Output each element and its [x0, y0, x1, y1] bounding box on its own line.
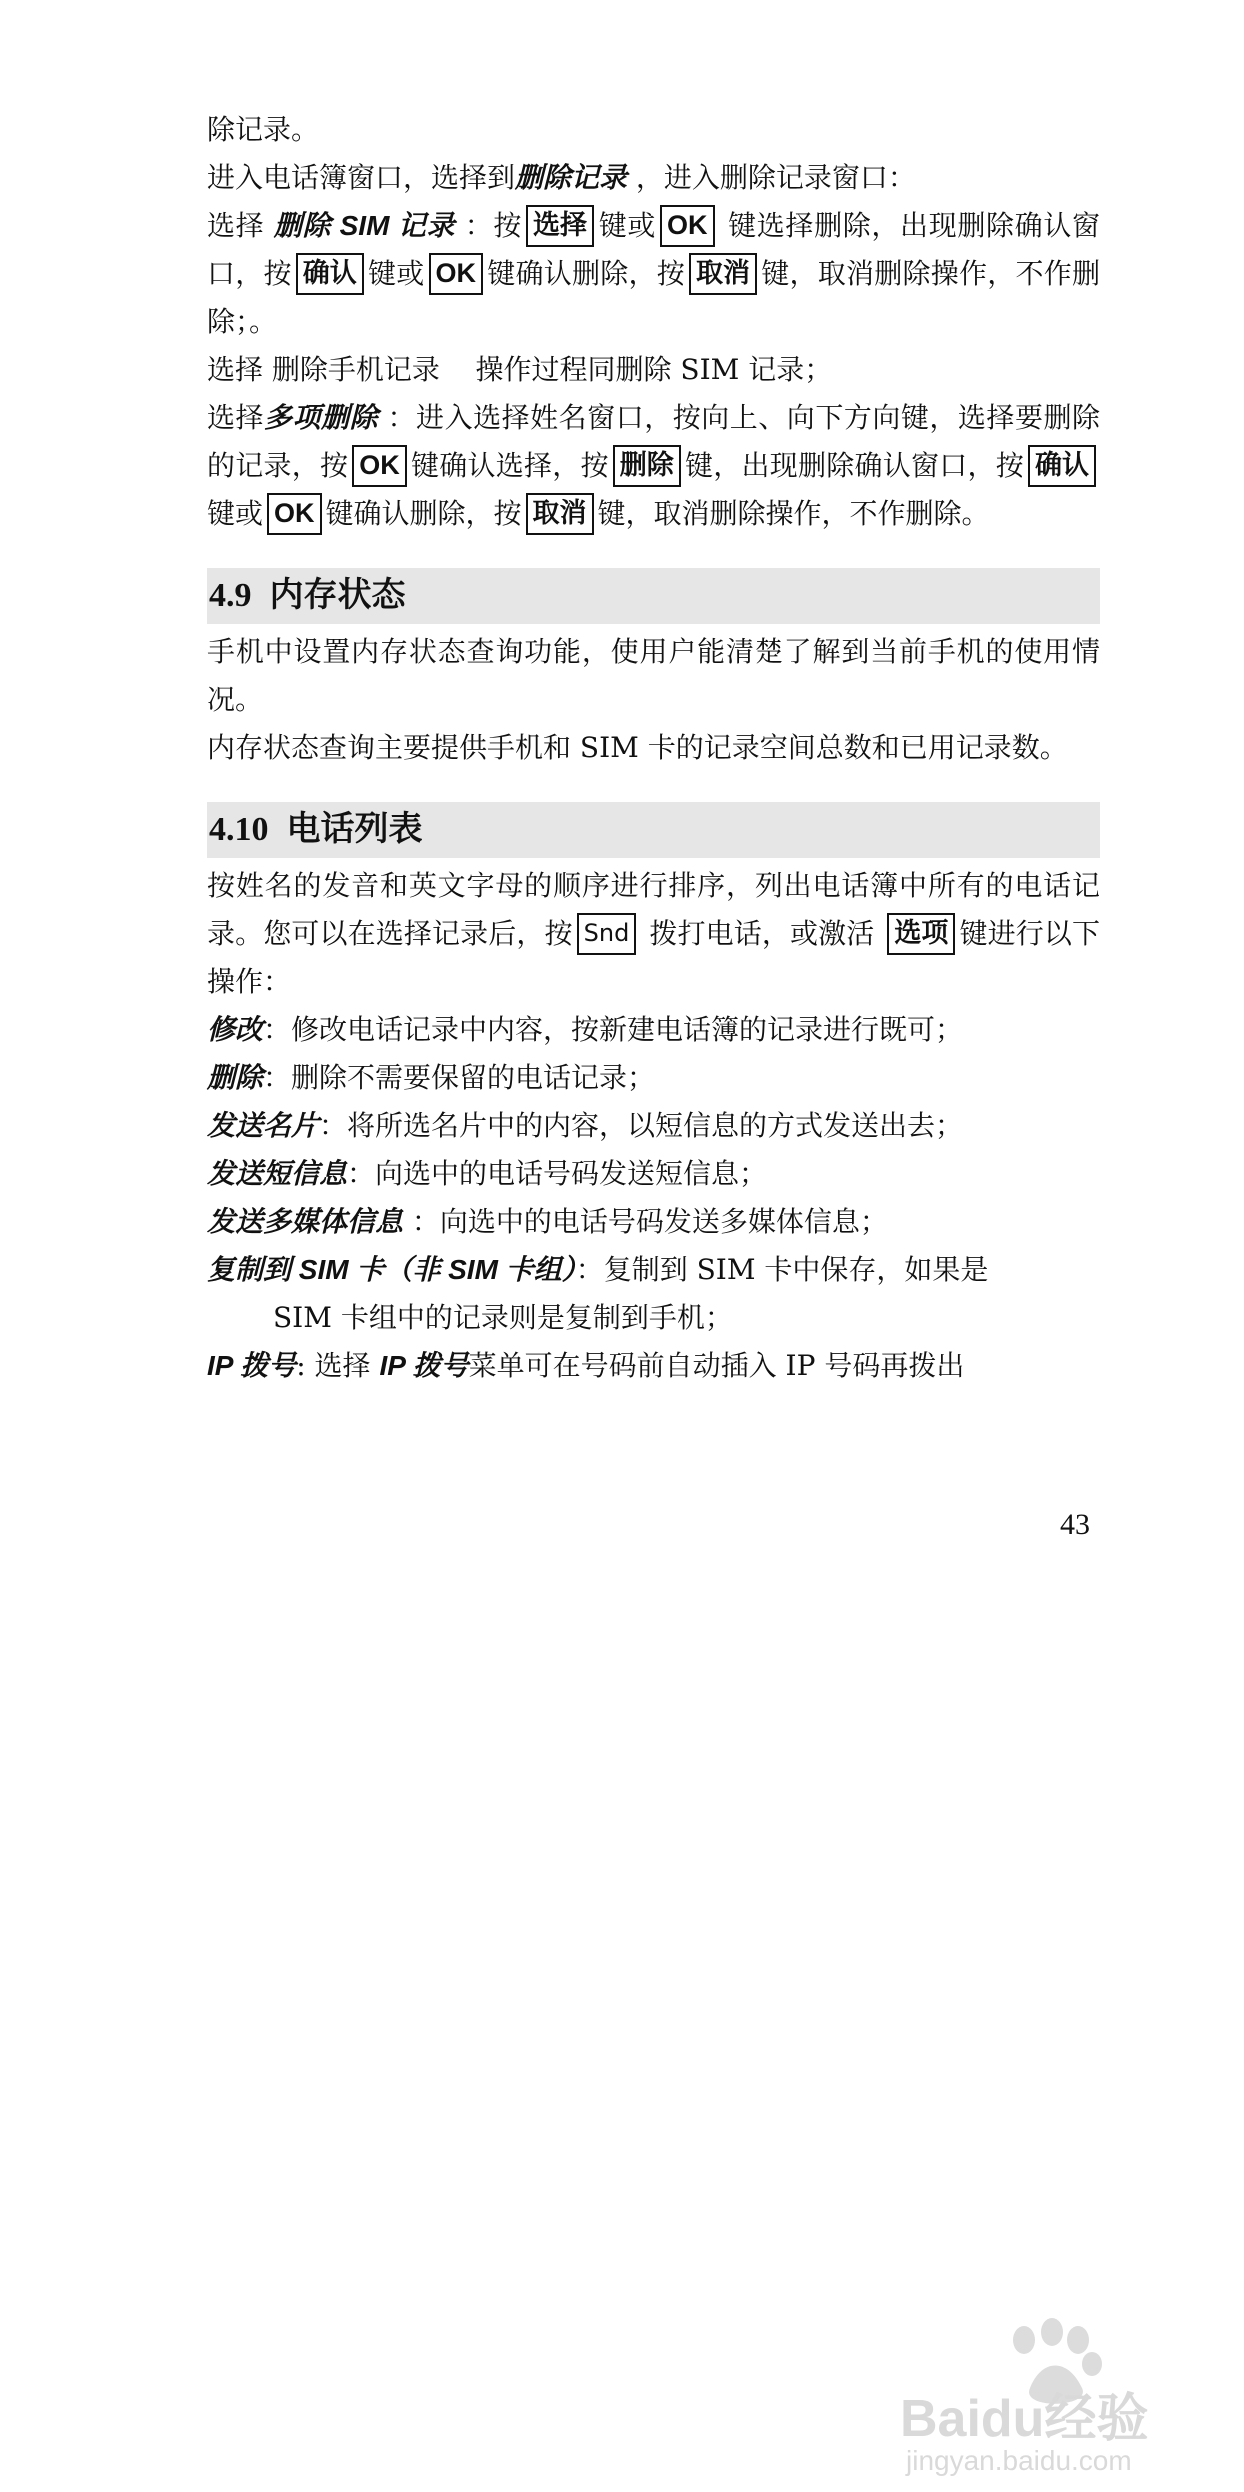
text: 选择 — [207, 209, 274, 242]
key-cancel: 取消 — [689, 253, 757, 295]
key-ok: OK — [660, 205, 715, 247]
text: 键进行以下操作： — [207, 917, 1100, 998]
paragraph-memory-status-2 — [207, 724, 1100, 772]
item-text: ：向选中的电话号码发送短信息； — [347, 1157, 768, 1190]
key-ok: OK — [267, 493, 322, 535]
text: ：按 — [455, 209, 523, 242]
item-text: ：向选中的电话号码发送多媒体信息； — [403, 1205, 888, 1238]
key-ok: OK — [429, 253, 484, 295]
term-delete-sim-record: 删除 SIM 记录 — [273, 210, 456, 241]
item-text: : 选择 — [296, 1349, 380, 1382]
section-title: 电话列表 — [286, 811, 423, 848]
section-heading-4-9 — [207, 568, 1100, 624]
section-number: 4.10 — [209, 811, 269, 848]
section-number: 4.9 — [209, 577, 252, 614]
text: 键或 — [367, 257, 425, 290]
watermark-url: jingyan.baidu.com — [906, 2445, 1132, 2476]
text: 键或 — [598, 209, 657, 242]
key-confirm: 确认 — [296, 253, 364, 295]
list-item-ip-dial — [207, 1342, 1100, 1390]
text: 键，出现删除确认窗口，按 — [684, 449, 1024, 482]
document-body — [207, 106, 1100, 1390]
list-item-delete — [207, 1054, 1100, 1102]
list-item-send-sms — [207, 1150, 1100, 1198]
paragraph-delete-sim — [207, 202, 1100, 346]
text: 内存状态查询主要提供手机和 SIM 卡的记录空间总数和已用记录数。 — [207, 731, 1068, 764]
item-text: ：删除不需要保留的电话记录； — [263, 1061, 656, 1094]
text: 拨打电话，或激活 — [640, 917, 884, 950]
item-label: 删除 — [207, 1062, 264, 1093]
text: ，进入删除记录窗口： — [627, 161, 916, 194]
page-number: 43 — [1060, 1508, 1090, 1541]
key-options: 选项 — [887, 913, 955, 955]
section-heading-4-10 — [207, 802, 1100, 858]
section-title: 内存状态 — [269, 577, 406, 614]
text: 进入电话簿窗口，选择到 — [207, 161, 516, 194]
paragraph-multi-delete — [207, 394, 1100, 538]
item-text: SIM 卡组中的记录则是复制到手机； — [273, 1301, 733, 1334]
text: 选择 删除手机记录 操作过程同删除 SIM 记录； — [207, 353, 833, 386]
baidu-jingyan-watermark — [892, 2318, 1222, 2478]
paragraph-delete-phone — [207, 346, 1100, 394]
text: 按姓名的发音和英文字母的顺序进行排序，列出电话簿中所有的电话记录。您可以在选择记录后，按 — [207, 869, 1100, 950]
key-send: Snd — [577, 913, 637, 955]
list-item-send-mms — [207, 1198, 1100, 1246]
list-item-edit — [207, 1006, 1100, 1054]
item-text: ：修改电话记录中内容，按新建电话簿的记录进行既可； — [263, 1013, 964, 1046]
key-select: 选择 — [526, 205, 594, 247]
text: 键选择删除，出现删除确认窗口，按 — [207, 209, 1100, 290]
key-delete: 删除 — [613, 445, 681, 487]
text: 键或 — [207, 497, 264, 530]
text: 键，取消删除操作，不作删除。 — [597, 497, 990, 530]
text: 键确认删除，按 — [325, 497, 522, 530]
list-item-copy-to-sim-cont — [207, 1294, 1100, 1342]
item-label: 发送名片 — [207, 1110, 320, 1141]
key-ok: OK — [352, 445, 407, 487]
text: ：进入选择姓名窗口，按向上、向下方向键，选择要删除的记录，按 — [207, 401, 1100, 482]
item-text: ：复制到 SIM 卡中保存，如果是 — [575, 1253, 989, 1286]
text: 键，取消删除操作，不作删除；。 — [207, 257, 1100, 338]
list-item-copy-to-sim — [207, 1246, 1100, 1294]
paragraph-memory-status-1 — [207, 628, 1100, 724]
text: 键确认选择，按 — [410, 449, 609, 482]
text: 除记录。 — [207, 113, 320, 146]
item-label: 修改 — [207, 1014, 264, 1045]
text: 手机中设置内存状态查询功能，使用户能清楚了解到当前手机的使用情况。 — [207, 635, 1100, 716]
item-label: 发送多媒体信息 — [207, 1206, 404, 1237]
watermark-brand: Baidu经验 — [900, 2390, 1149, 2448]
term-multi-delete: 多项删除 — [264, 402, 379, 433]
item-text: ：将所选名片中的内容，以短信息的方式发送出去； — [319, 1109, 964, 1142]
list-item-send-card — [207, 1102, 1100, 1150]
item-label: 发送短信息 — [207, 1158, 348, 1189]
text: 选择 — [207, 401, 265, 434]
term-delete-record: 删除记录 — [515, 162, 628, 193]
item-label: IP 拨号 — [379, 1350, 469, 1381]
key-confirm: 确认 — [1028, 445, 1096, 487]
paragraph-delete-record-cont — [207, 106, 1100, 154]
paragraph-enter-phonebook — [207, 154, 1100, 202]
item-label: 复制到 SIM 卡（非 SIM 卡组） — [207, 1254, 576, 1285]
paragraph-phone-list-intro — [207, 862, 1100, 1006]
item-label: IP 拨号 — [207, 1350, 297, 1381]
key-cancel: 取消 — [526, 493, 594, 535]
text: 键确认删除，按 — [487, 257, 685, 290]
item-text: 菜单可在号码前自动插入 IP 号码再拨出 — [468, 1349, 965, 1382]
